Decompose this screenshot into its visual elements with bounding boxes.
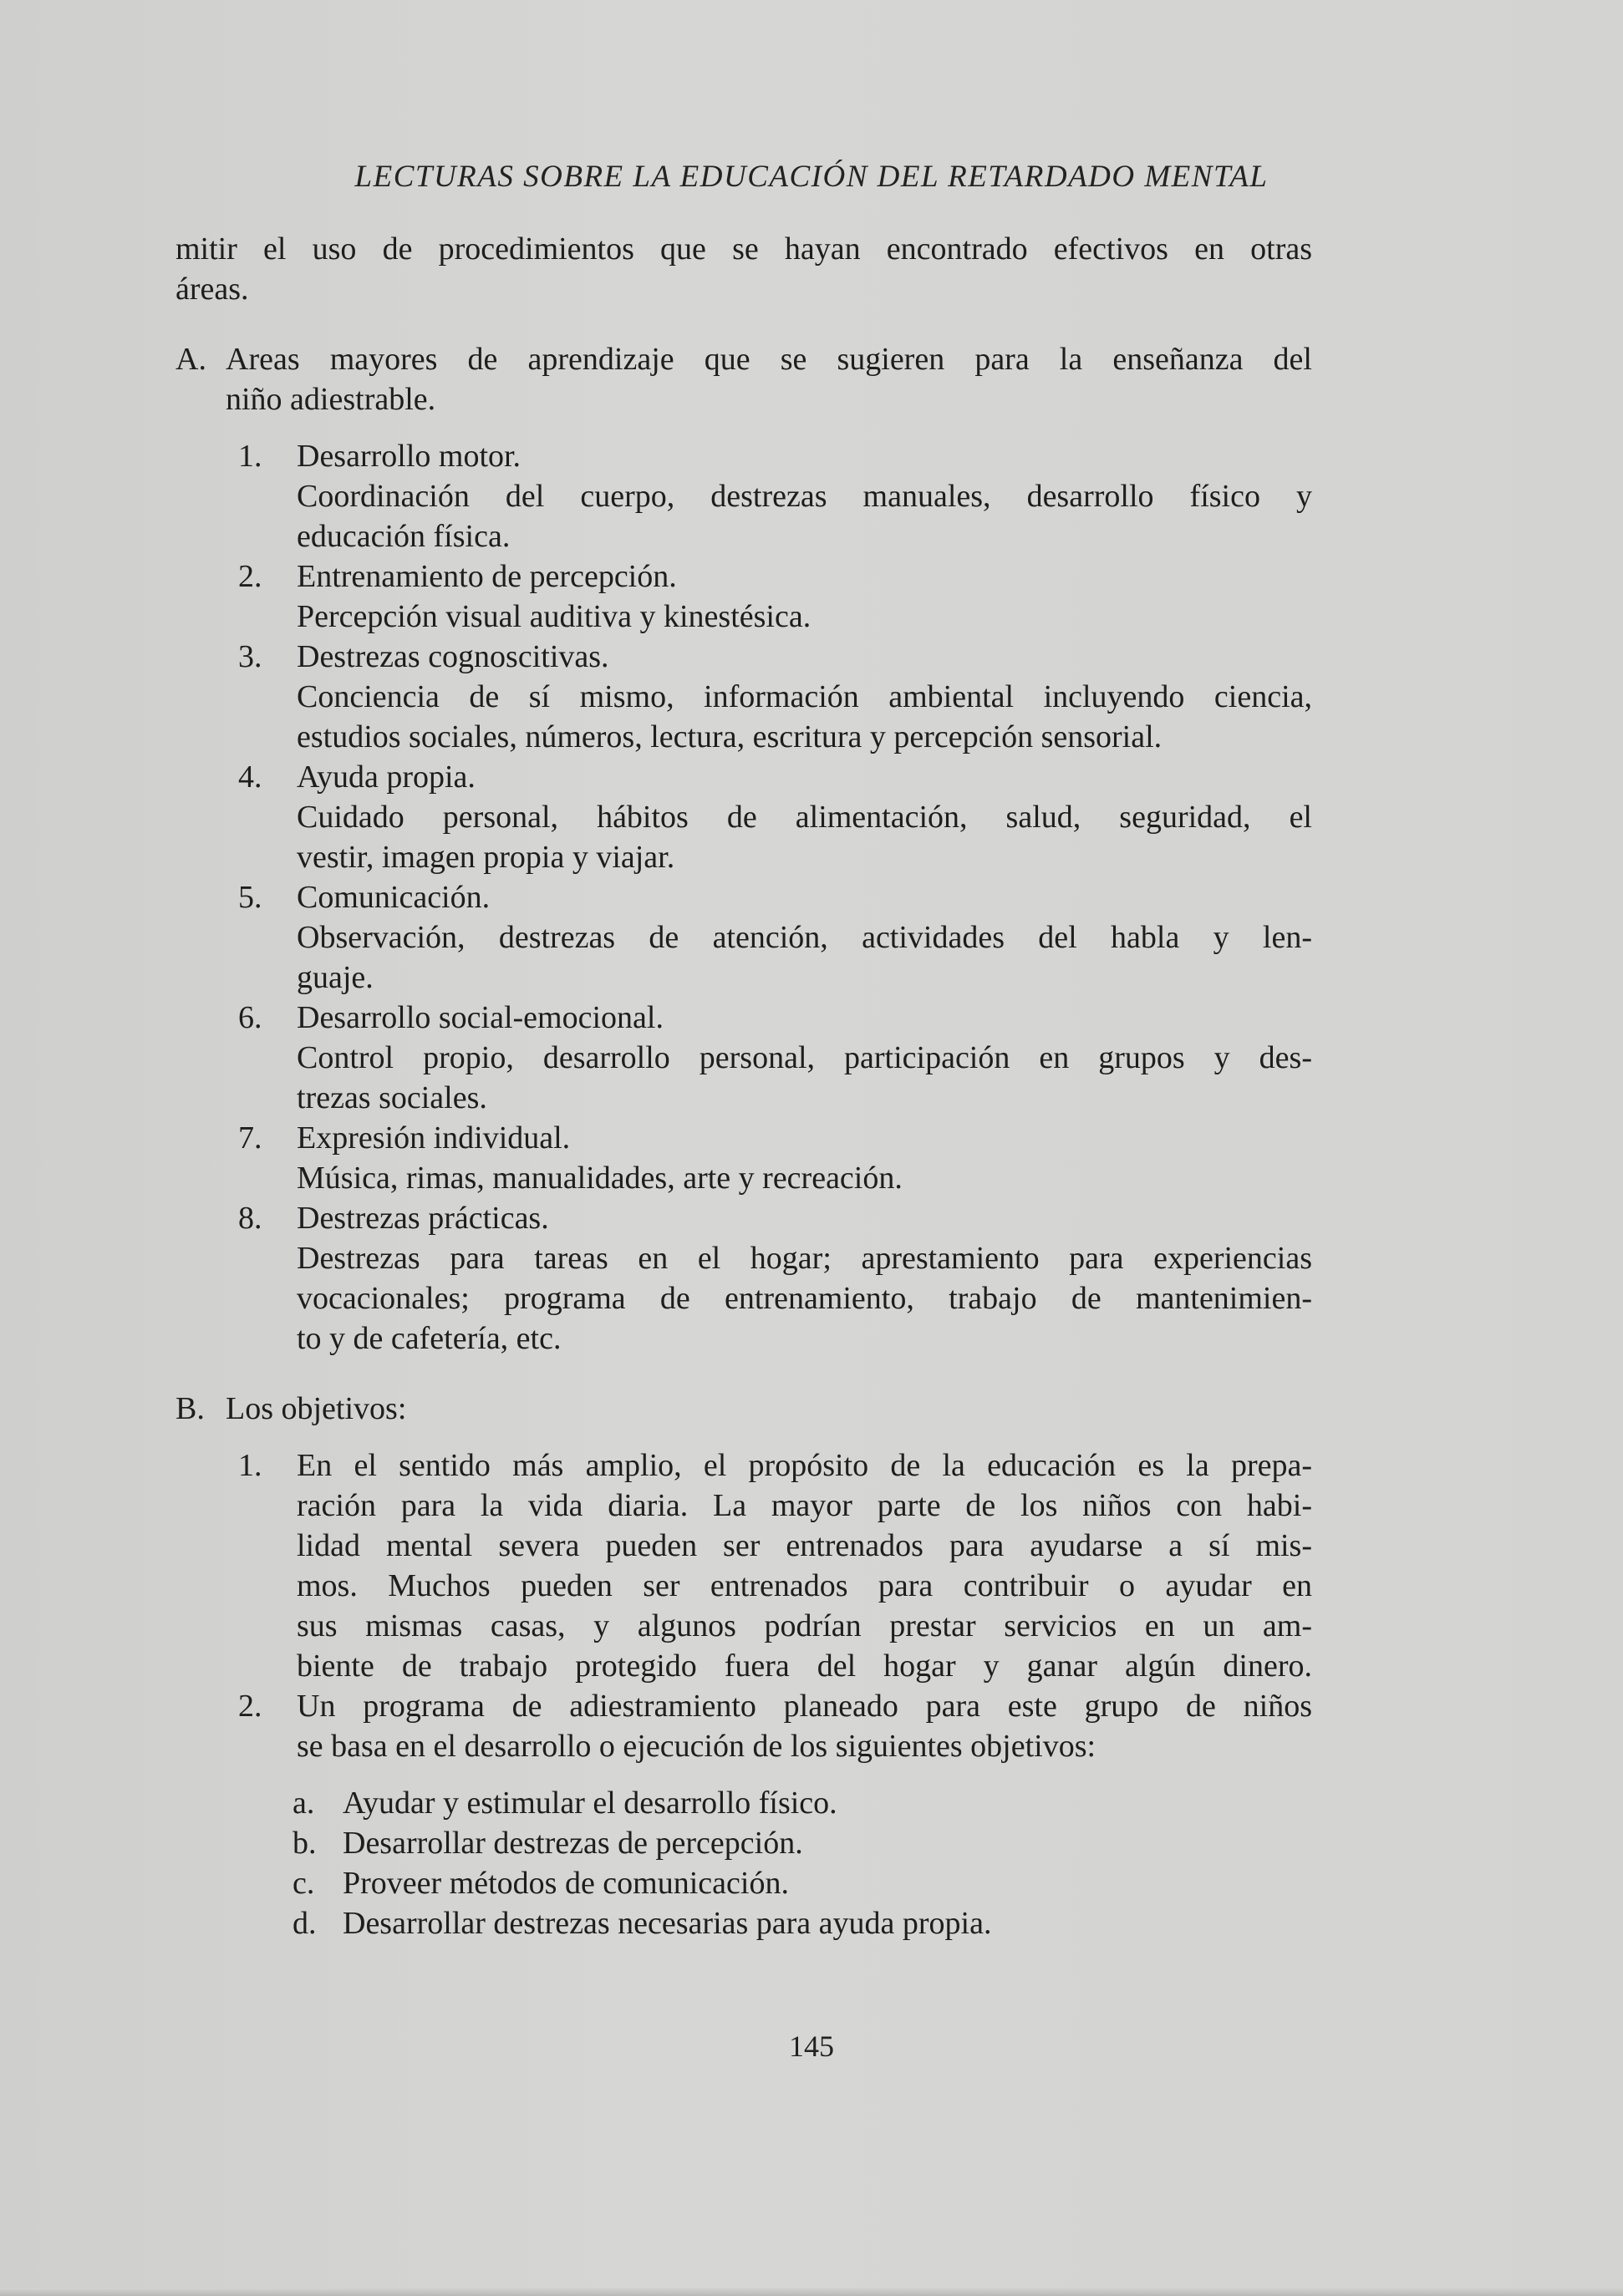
list-item [293,1863,1312,1903]
item-desc: Conciencia de sí mismo, información ambiental incluyendo ciencia, [297,679,1312,714]
item-number: 4. [238,759,262,795]
item-desc: Música, rimas, manualidades, arte y recreación. [297,1161,903,1196]
sub-letter: a. [293,1785,315,1821]
item-desc: trezas sociales. [297,1080,487,1115]
list-item [238,1118,1312,1198]
list-item [238,1198,1312,1359]
section-letter: A. [176,342,206,377]
paragraph-line: se basa en el desarrollo o ejecución de los siguientes objetivos: [297,1729,1096,1764]
item-desc: Control propio, desarrollo personal, participación en grupos y des- [297,1040,1312,1075]
item-number: 1. [238,1448,262,1483]
item-desc: to y de cafetería, etc. [297,1321,562,1356]
item-number: 5. [238,880,262,915]
page-number: 145 [789,2029,834,2063]
sub-letter: c. [293,1866,315,1901]
paragraph-line: mos. Muchos pueden ser entrenados para contribuir o ayudar en [297,1568,1312,1603]
section-title-line: niño adiestrable. [226,382,436,417]
section-b-list [238,1445,1312,1766]
list-item [238,436,1312,556]
objectives-list [293,1783,1312,1943]
section-b [176,1389,1312,1943]
sub-letter: b. [293,1826,317,1861]
list-item [238,1445,1312,1686]
item-number: 7. [238,1120,262,1156]
item-number: 3. [238,639,262,674]
section-a-list [238,436,1312,1359]
item-heading: Destrezas prácticas. [297,1201,549,1236]
section-a [176,339,1312,1359]
item-number: 8. [238,1201,262,1236]
paragraph-line: lidad mental severa pueden ser entrenados para ayudarse a sí mis- [297,1528,1312,1563]
item-heading: Entrenamiento de percepción. [297,559,677,594]
list-item [293,1903,1312,1943]
page-body [176,229,1312,1943]
sub-text: Ayudar y estimular el desarrollo físico. [343,1785,837,1821]
page-edge-shadow [0,2288,1623,2296]
section-b-heading [176,1389,1312,1429]
item-number: 1. [238,439,262,474]
section-title-line: Areas mayores de aprendizaje que se sugieren para la enseñanza del [226,342,1312,377]
list-item [293,1823,1312,1863]
item-desc: guaje. [297,960,374,995]
item-desc: vocacionales; programa de entrenamiento, trabajo de mantenimien- [297,1281,1312,1316]
list-item [238,998,1312,1118]
list-item [238,637,1312,757]
item-desc: Observación, destrezas de atención, actividades del habla y len- [297,920,1312,955]
paragraph-line: En el sentido más amplio, el propósito de la educación es la prepa- [297,1448,1312,1483]
paragraph-line: biente de trabajo protegido fuera del hogar y ganar algún dinero. [297,1648,1312,1684]
list-item [293,1783,1312,1823]
item-desc: Percepción visual auditiva y kinestésica. [297,599,812,634]
item-desc: Cuidado personal, hábitos de alimentación, salud, seguridad, el [297,800,1312,835]
list-item [238,556,1312,637]
sub-text: Desarrollar destrezas necesarias para ayuda propia. [343,1906,992,1941]
item-desc: vestir, imagen propia y viajar. [297,840,675,875]
list-item [238,877,1312,998]
section-letter: B. [176,1391,205,1426]
item-heading: Desarrollo motor. [297,439,521,474]
list-item [238,757,1312,877]
section-title: Los objetivos: [226,1391,407,1426]
item-desc: Destrezas para tareas en el hogar; aprestamiento para experiencias [297,1241,1312,1276]
list-item [238,1686,1312,1766]
sub-letter: d. [293,1906,317,1941]
item-heading: Expresión individual. [297,1120,571,1156]
item-desc: educación física. [297,519,511,554]
paragraph-line: Un programa de adiestramiento planeado para este grupo de niños [297,1689,1312,1724]
running-head: LECTURAS SOBRE LA EDUCACIÓN DEL RETARDADO MENTAL [354,160,1269,194]
intro-line: mitir el uso de procedimientos que se hayan encontrado efectivos en otras [176,231,1312,267]
item-heading: Destrezas cognoscitivas. [297,639,609,674]
item-heading: Desarrollo social-emocional. [297,1000,664,1035]
sub-text: Desarrollar destrezas de percepción. [343,1826,803,1861]
intro-line: áreas. [176,272,249,307]
paragraph-line: ración para la vida diaria. La mayor parte de los niños con habi- [297,1488,1312,1523]
item-heading: Ayuda propia. [297,759,476,795]
paragraph-line: sus mismas casas, y algunos podrían prestar servicios en un am- [297,1608,1312,1643]
item-desc: Coordinación del cuerpo, destrezas manuales, desarrollo físico y [297,479,1312,514]
item-desc: estudios sociales, números, lectura, escritura y percepción sensorial. [297,719,1163,754]
item-number: 6. [238,1000,262,1035]
item-number: 2. [238,559,262,594]
item-heading: Comunicación. [297,880,491,915]
sub-text: Proveer métodos de comunicación. [343,1866,789,1901]
item-number: 2. [238,1689,262,1724]
section-a-heading [176,339,1312,419]
